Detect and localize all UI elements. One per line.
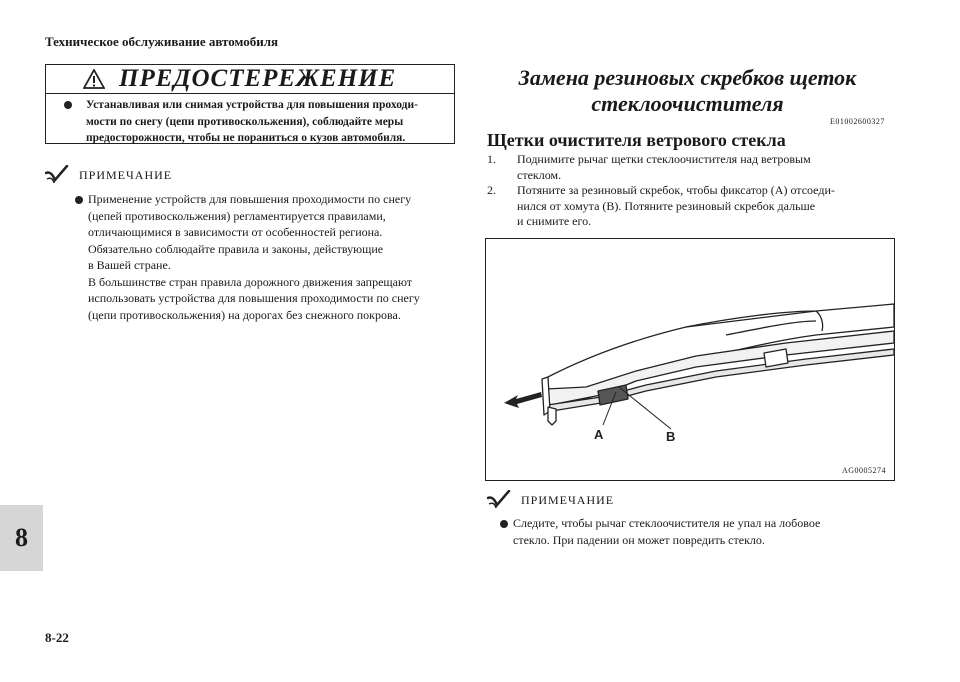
warning-line: мости по снегу (цепи противоскольжения), соблюдайте меры xyxy=(86,115,404,128)
note-header xyxy=(45,165,460,185)
step-line: Потяните за резиновый скребок, чтобы фиксатор (A) отсоеди- xyxy=(517,183,835,197)
warning-title: ПРЕДОСТЕРЕЖЕНИЕ xyxy=(119,65,397,92)
note-block xyxy=(45,165,460,323)
note-line: (цепей противоскольжения) регламентируется правилами, xyxy=(88,208,386,223)
note-block xyxy=(487,490,897,548)
note-label: ПРИМЕЧАНИЕ xyxy=(79,167,173,182)
step-number: 1. xyxy=(487,152,496,166)
note-pencil-icon xyxy=(487,490,511,510)
step-number: 2. xyxy=(487,183,496,197)
bullet-icon xyxy=(64,101,72,109)
step-item xyxy=(487,152,897,183)
warning-line: предосторожности, чтобы не пораниться о кузов автомобиля. xyxy=(86,132,406,144)
figure-code: AG0005274 xyxy=(841,466,886,475)
warning-triangle-icon xyxy=(83,69,105,89)
warning-box xyxy=(45,64,455,144)
warning-header xyxy=(46,65,454,94)
note-label: ПРИМЕЧАНИЕ xyxy=(521,492,615,507)
note-header xyxy=(487,490,897,510)
note-line: В большинстве стран правила дорожного движения запрещают xyxy=(88,274,413,289)
note-line: Применение устройств для повышения проходимости по снегу xyxy=(88,192,412,206)
wiper-blade-illustration xyxy=(486,239,894,480)
section-title-line: Замена резиновых скребков щеток xyxy=(518,65,857,90)
page-number: 8-22 xyxy=(45,630,69,645)
note-line: (цепи противоскольжения) на дорогах без снежного покрова. xyxy=(88,307,401,322)
wiper-figure xyxy=(485,238,895,481)
step-line: и снимите его. xyxy=(517,214,592,228)
note-line: Обязательно соблюдайте правила и законы, действующие xyxy=(88,241,384,256)
note-line: использовать устройства для повышения проходимости по снегу xyxy=(88,291,420,305)
note-text xyxy=(487,515,897,548)
section-code: E01002600327 xyxy=(830,117,885,126)
note-line: стекло. При падении он может повредить стекло. xyxy=(513,532,765,547)
warning-line: Устанавливая или снимая устройства для повышения проходи- xyxy=(86,99,418,111)
bullet-icon xyxy=(75,196,83,204)
note-line: в Вашей стране. xyxy=(88,258,171,272)
section-title-line: стеклоочистителя xyxy=(591,91,784,116)
note-line: Следите, чтобы рычаг стеклоочистителя не упал на лобовое xyxy=(513,516,821,530)
step-list xyxy=(487,152,897,230)
step-line: нился от хомута (B). Потяните резиновый скребок дальше xyxy=(517,198,816,213)
subsection-title: Щетки очистителя ветрового стекла xyxy=(487,130,786,150)
step-item xyxy=(487,183,897,230)
step-line: стеклом. xyxy=(517,167,562,182)
note-pencil-icon xyxy=(45,165,69,185)
bullet-icon xyxy=(500,520,508,528)
note-line: отличающимися в зависимости от особенностей региона. xyxy=(88,225,383,239)
step-line: Поднимите рычаг щетки стеклоочистителя над ветровым xyxy=(517,152,811,166)
section-title xyxy=(480,65,895,117)
label-a: A xyxy=(594,427,604,442)
note-text xyxy=(45,191,460,323)
label-b: B xyxy=(666,429,676,444)
warning-text xyxy=(46,94,454,147)
chapter-tab: 8 xyxy=(0,505,43,571)
running-header: Техническое обслуживание автомобиля xyxy=(45,34,279,49)
